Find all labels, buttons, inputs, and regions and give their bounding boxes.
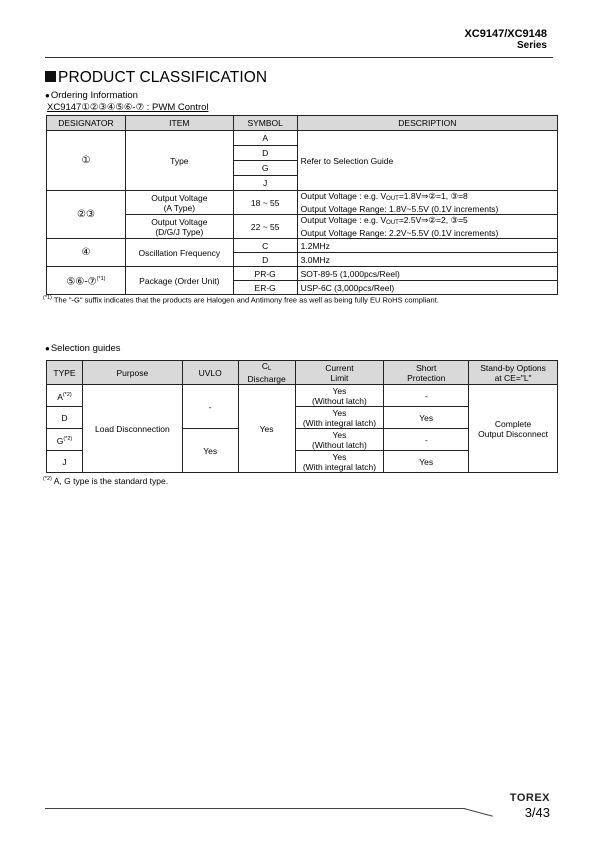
desc-text: =2.5V⇒②=2, ③=5	[398, 215, 468, 225]
current-limit-d	[295, 407, 384, 429]
designator-567	[47, 267, 126, 295]
item-output-voltage-a	[125, 191, 233, 215]
section-title	[45, 69, 267, 87]
type-text: G	[56, 435, 64, 446]
footer-rule	[45, 808, 465, 809]
type-j	[47, 451, 83, 473]
current-text: (With integral latch)	[302, 417, 377, 428]
footnote-text: A, G type is the standard type.	[51, 476, 169, 486]
selection-table	[46, 360, 558, 473]
desc-usp-6c: USP-6C (3,000pcs/Reel)	[297, 281, 557, 295]
col-designator: DESIGNATOR	[47, 116, 126, 131]
symbol-d: D	[233, 146, 297, 161]
current-text: (With integral latch)	[302, 461, 377, 472]
footnote-mark: (*2)	[62, 391, 72, 398]
footer-rule-slope	[464, 808, 493, 817]
current-text: (Without latch)	[312, 439, 367, 450]
desc-text: Output Voltage : e.g. V	[300, 191, 387, 201]
desc-text: =1.8V⇒②=1, ③=8	[398, 191, 468, 201]
header-rule	[45, 57, 553, 58]
col-type: TYPE	[47, 361, 83, 385]
col-purpose: Purpose	[82, 361, 182, 385]
designator-23: ②③	[47, 191, 126, 239]
symbol-d-freq: D	[233, 253, 297, 267]
desc-sub: OUT	[386, 220, 399, 226]
page-number: 3/43	[524, 805, 550, 820]
symbol-18-55: 18 ~ 55	[233, 191, 297, 215]
current-text: Yes	[332, 407, 347, 418]
section-title-text: PRODUCT CLASSIFICATION	[58, 69, 268, 86]
type-text: J	[62, 456, 67, 467]
col-short-protection	[384, 361, 469, 385]
desc-text: Output Voltage : e.g. V	[300, 215, 387, 225]
header-text: Protection	[407, 372, 446, 383]
current-text: (Without latch)	[312, 395, 367, 406]
current-limit-g	[295, 429, 384, 451]
header-text: Current	[325, 362, 354, 373]
type-a	[47, 385, 83, 407]
short-protection-j: Yes	[384, 451, 469, 473]
header-text: at CE="L"	[494, 372, 532, 383]
purpose-load-disconnection: Load Disconnection	[82, 385, 182, 473]
header-text: Limit	[330, 372, 349, 383]
symbol-j: J	[233, 176, 297, 191]
ordering-footnote	[43, 295, 439, 305]
standby-text: Output Disconnect	[478, 428, 549, 439]
col-symbol: SYMBOL	[233, 116, 297, 131]
designator-4: ④	[47, 239, 126, 267]
item-line-1: Output Voltage	[151, 216, 208, 227]
footnote-mark: (*2)	[63, 435, 73, 442]
type-d	[47, 407, 83, 429]
selection-heading-text: Selection guides	[50, 343, 121, 354]
col-cl-discharge	[238, 361, 295, 385]
short-protection-d: Yes	[384, 407, 469, 429]
item-line-2: (D/G/J Type)	[155, 226, 204, 237]
uvlo-none: -	[182, 385, 238, 429]
document-series: Series	[516, 40, 547, 51]
type-g	[47, 429, 83, 451]
symbol-g: G	[233, 161, 297, 176]
desc-range: Output Voltage Range: 1.8V~5.5V (0.1V increments)	[300, 204, 499, 214]
short-protection-g: -	[384, 429, 469, 451]
desc-selection-guide: Refer to Selection Guide	[297, 131, 557, 191]
footnote-text: The "-G" suffix indicates that the products are Halogen and Antimony free as well as being fully EU RoHS compliant.	[51, 295, 439, 305]
symbol-a: A	[233, 131, 297, 146]
uvlo-yes: Yes	[182, 429, 238, 473]
designator-1: ①	[47, 131, 126, 191]
cl-discharge-yes: Yes	[238, 385, 295, 473]
document-title: XC9147/XC9148	[464, 28, 547, 40]
desc-range: Output Voltage Range: 2.2V~5.5V (0.1V increments)	[300, 228, 499, 238]
footnote-mark: (*2)	[43, 476, 52, 483]
desc-sub: OUT	[386, 196, 399, 202]
current-limit-j	[295, 451, 384, 473]
col-uvlo: UVLO	[182, 361, 238, 385]
item-oscillation-frequency: Oscillation Frequency	[125, 239, 233, 267]
header-text: C	[261, 361, 268, 371]
square-bullet-icon	[45, 71, 56, 82]
standby-complete-disconnect	[469, 385, 558, 473]
ordering-line: XC9147①②③④⑤⑥-⑦ : PWM Control	[47, 102, 209, 113]
desc-1-2mhz: 1.2MHz	[297, 239, 557, 253]
footnote-mark: (*1)	[96, 275, 106, 282]
current-text: Yes	[332, 385, 347, 396]
col-item: ITEM	[125, 116, 233, 131]
header-sub: L	[268, 366, 272, 372]
standby-text: Complete	[494, 418, 532, 429]
type-text: D	[61, 412, 68, 423]
current-text: Yes	[332, 451, 347, 462]
desc-output-voltage-dgj	[297, 215, 557, 239]
desc-sot-89-5: SOT-89-5 (1,000pcs/Reel)	[297, 267, 557, 281]
item-line-2: (A Type)	[163, 202, 196, 213]
ordering-table	[46, 115, 558, 295]
col-current-limit	[295, 361, 384, 385]
selection-footnote	[43, 476, 168, 486]
col-standby-options	[469, 361, 558, 385]
item-line-1: Output Voltage	[151, 192, 208, 203]
torex-logo: TOREX	[509, 792, 550, 804]
item-output-voltage-dgj	[125, 215, 233, 239]
current-limit-a	[295, 385, 384, 407]
col-description: DESCRIPTION	[297, 116, 557, 131]
selection-heading	[45, 343, 121, 354]
desc-output-voltage-a	[297, 191, 557, 215]
ordering-heading	[45, 90, 138, 101]
short-protection-a: -	[384, 385, 469, 407]
symbol-er-g: ER-G	[233, 281, 297, 295]
item-package: Package (Order Unit)	[125, 267, 233, 295]
desc-3-0mhz: 3.0MHz	[297, 253, 557, 267]
header-text: Stand-by Options	[480, 362, 546, 373]
header-text: Short	[416, 362, 437, 373]
ordering-heading-text: Ordering Information	[50, 90, 138, 101]
footnote-mark: (*1)	[43, 295, 52, 301]
header-text: Discharge	[247, 374, 286, 384]
symbol-pr-g: PR-G	[233, 267, 297, 281]
symbol-c: C	[233, 239, 297, 253]
symbol-22-55: 22 ~ 55	[233, 215, 297, 239]
current-text: Yes	[332, 429, 347, 440]
item-type: Type	[125, 131, 233, 191]
type-text: A	[57, 391, 63, 402]
designator-text: ⑤⑥-⑦	[66, 276, 97, 288]
